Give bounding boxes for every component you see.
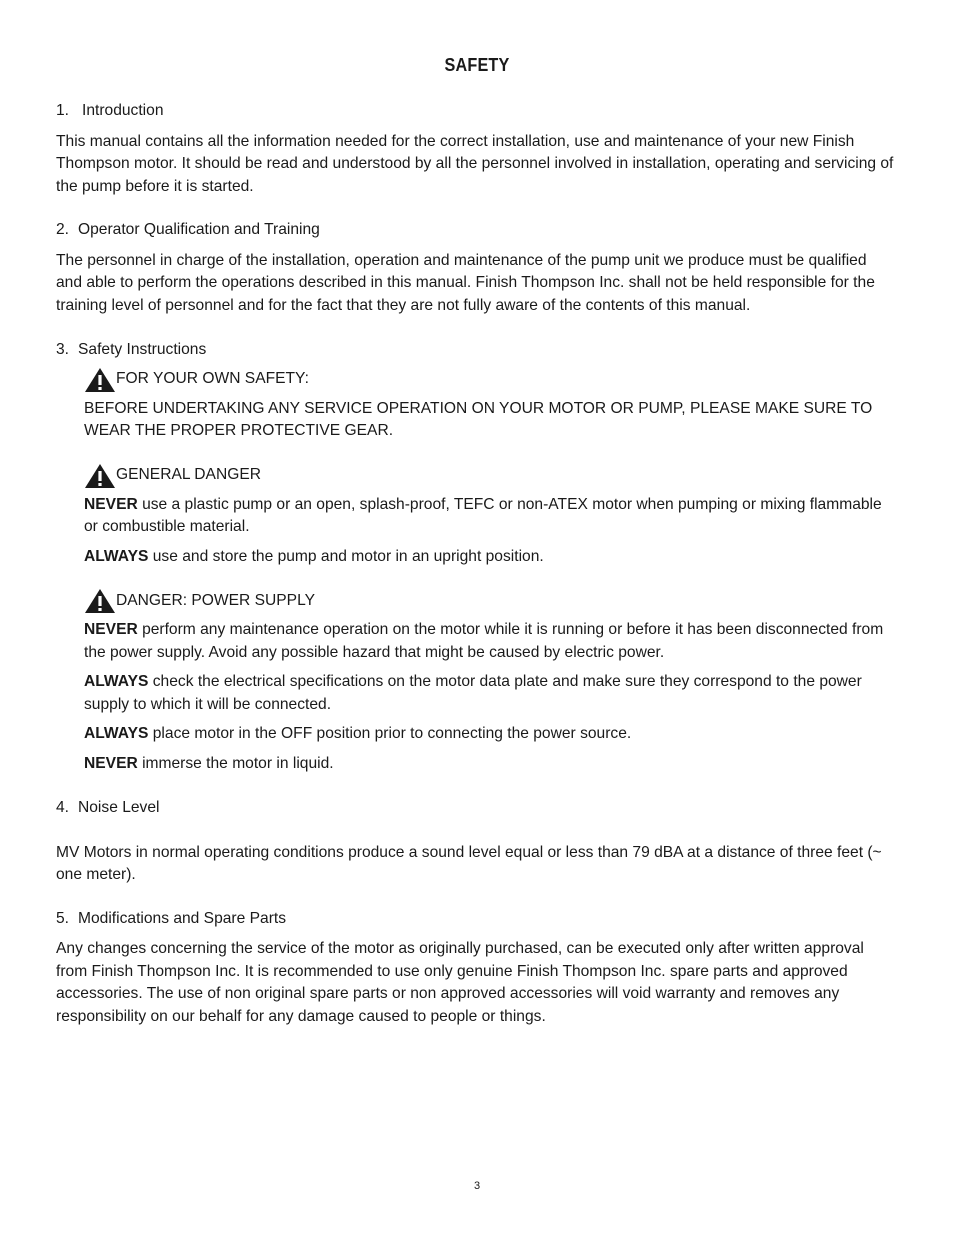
section-number: 3.	[56, 341, 70, 358]
section-title: Modifications and Spare Parts	[78, 909, 287, 927]
warning-item	[84, 494, 896, 539]
section-number: 5.	[56, 909, 70, 927]
warning-heading	[84, 463, 896, 487]
warning-item-text: perform any maintenance operation on the motor while it is running or before it has been disconnected from the power supply. Avoid any possible hazard that might be caused by electric power.	[84, 621, 884, 661]
section-modifications-spare-parts	[56, 908, 896, 1029]
warning-item	[84, 753, 896, 776]
section-operator-qualification	[56, 219, 896, 317]
warning-item	[84, 546, 896, 569]
section-noise-level	[56, 797, 896, 887]
section-title: Operator Qualification and Training	[78, 221, 320, 238]
warning-lead: ALWAYS	[84, 725, 149, 742]
warning-power-supply	[84, 588, 896, 775]
section-number: 1.	[56, 102, 70, 119]
warning-lead: ALWAYS	[84, 547, 149, 565]
warning-heading	[84, 588, 896, 612]
section-heading	[56, 219, 896, 242]
section-body: Any changes concerning the service of the motor as originally purchased, can be executed only after written approval from Finish Thompson Inc. It is recommended to use only genuine Finish Thompson Inc. spare parts and approved accessories. The use of non original spare parts or non approved accessories will void warranty and removes any responsibility on our behalf for any damage caused to people or things.	[56, 940, 864, 1025]
section-title: Introduction	[82, 102, 164, 119]
warning-lead: NEVER	[84, 495, 138, 513]
page-title: SAFETY	[444, 55, 510, 75]
warning-triangle-icon	[84, 588, 116, 612]
warning-label: DANGER: POWER SUPPLY	[116, 591, 316, 609]
warning-own-safety	[84, 367, 896, 443]
warning-triangle-icon	[84, 463, 116, 487]
warning-text: BEFORE UNDERTAKING ANY SERVICE OPERATION ON YOUR MOTOR OR PUMP, PLEASE MAKE SURE TO WEAR THE PROPER PROTECTIVE GEAR.	[84, 399, 873, 439]
safety-content	[56, 100, 896, 1028]
section-heading	[56, 339, 896, 362]
section-number: 4.	[56, 799, 70, 816]
warning-item-text: immerse the motor in liquid.	[137, 754, 334, 772]
section-introduction	[56, 100, 896, 198]
section-title: Noise Level	[78, 799, 160, 816]
warning-general-danger	[84, 463, 896, 569]
section-heading	[56, 100, 896, 123]
warning-item	[84, 619, 896, 664]
section-title: Safety Instructions	[78, 341, 207, 358]
section-heading	[56, 908, 896, 931]
warning-label: GENERAL DANGER	[116, 466, 261, 483]
page-number: 3	[473, 1180, 481, 1192]
warning-heading	[84, 367, 896, 391]
section-number: 2.	[56, 221, 70, 238]
section-body: MV Motors in normal operating conditions produce a sound level equal or less than 79 dBA at a distance of three feet (~ one meter).	[56, 843, 882, 883]
warning-lead: ALWAYS	[84, 673, 149, 690]
warning-item	[84, 723, 896, 746]
warning-lead: NEVER	[84, 621, 138, 638]
section-body: The personnel in charge of the installation, operation and maintenance of the pump unit we produce must be qualified and able to perform the operations described in this manual. Finish Thompson Inc. shall not be held responsible for the training level of personnel and for the fact that they are not fully aware of the contents of this manual.	[56, 251, 875, 314]
warning-item-text: place motor in the OFF position prior to connecting the power source.	[148, 725, 632, 742]
section-safety-instructions	[56, 339, 896, 775]
section-heading	[56, 797, 896, 820]
warning-item-text: use a plastic pump or an open, splash-proof, TEFC or non-ATEX motor when pumping or mixing flammable or combustible material.	[84, 495, 882, 535]
warning-triangle-icon	[84, 367, 116, 391]
warning-label: FOR YOUR OWN SAFETY:	[116, 370, 309, 387]
section-body: This manual contains all the information needed for the correct installation, use and maintenance of your new Finish Thompson motor. It should be read and understood by all the personnel involved in installation, operating and servicing of the pump before it is started.	[56, 132, 894, 195]
warning-lead: NEVER	[84, 754, 138, 772]
warning-item	[84, 671, 896, 716]
warning-item-text: use and store the pump and motor in an upright position.	[148, 547, 544, 565]
warning-item-text: check the electrical specifications on the motor data plate and make sure they correspond to the power supply to which it will be connected.	[84, 673, 862, 713]
